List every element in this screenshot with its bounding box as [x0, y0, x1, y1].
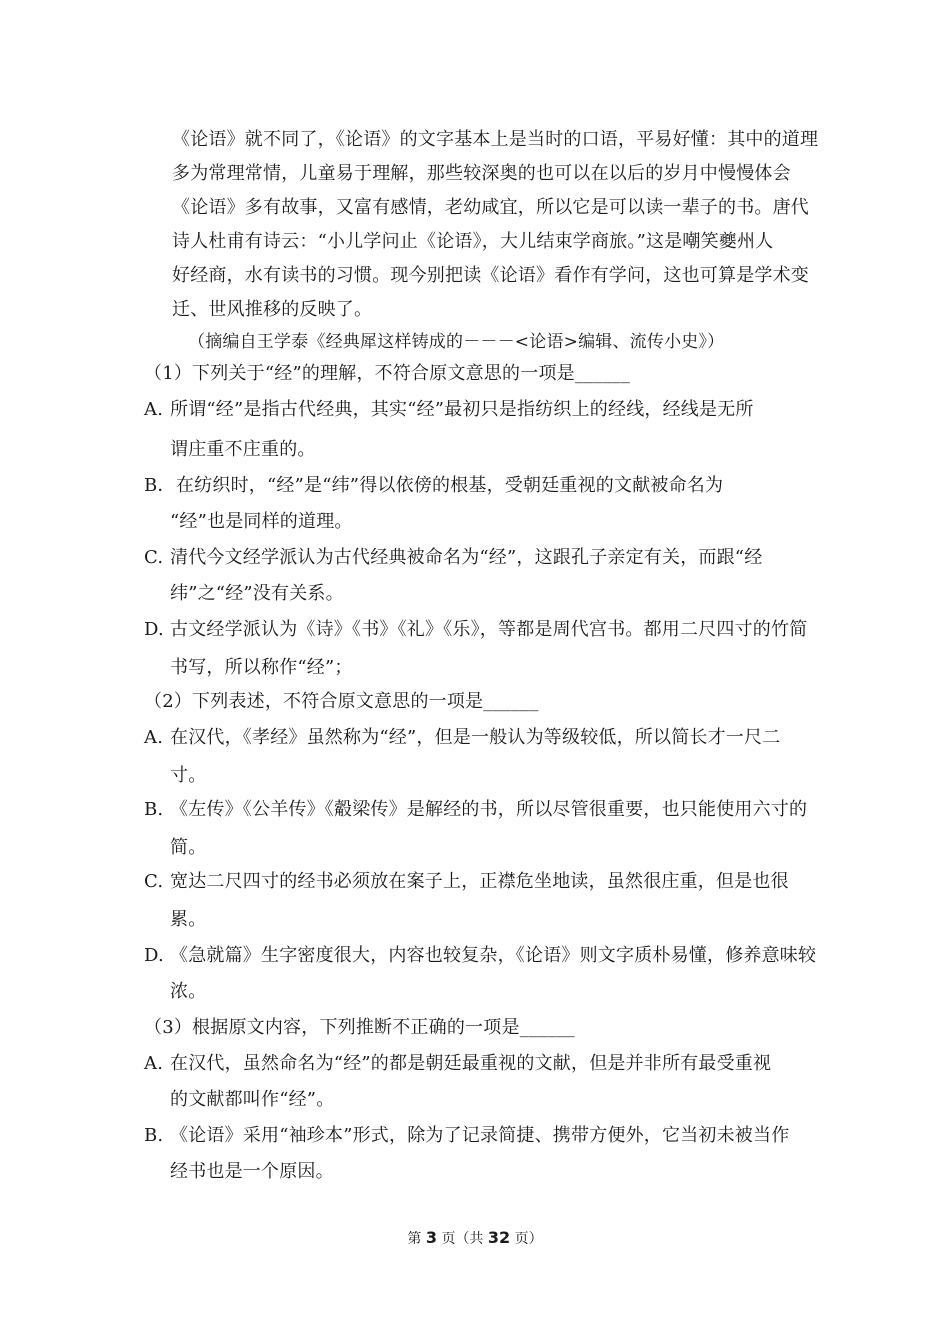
footer-middle: 页（共: [441, 1231, 484, 1247]
option-text: 在汉代，《孝经》虽然称为“经”，但是一般认为等级较低，所以简长才一尺二: [170, 727, 781, 748]
option-label: A.: [144, 1053, 164, 1074]
option-label: A.: [144, 399, 164, 420]
option-text: 清代今文经学派认为古代经典被命名为“经”，这跟孔子亲定有关，而跟“经: [170, 547, 763, 568]
option-label: D.: [144, 945, 164, 966]
question-stem: （1）下列关于“经”的理解，不符合原文意思的一项是______: [144, 363, 631, 384]
footer-prefix: 第: [407, 1231, 422, 1247]
source-citation: （摘编自王学泰《经典犀这样铸成的－－－<论语>编辑、流传小史》）: [188, 332, 725, 352]
footer-suffix: 页）: [514, 1231, 543, 1247]
option-text: 的文献都叫作“经”。: [170, 1089, 335, 1110]
option-text: 古文经学派认为《诗》《书》《礼》《乐》，等都是周代宫书。都用二尺四寸的竹简: [170, 619, 808, 640]
option-text: 在汉代，虽然命名为“经”的都是朝廷最重视的文献，但是并非所有最受重视: [170, 1053, 772, 1074]
option-text: 寸。: [170, 765, 207, 786]
paragraph-line: 好经商，水有读书的习惯。现今别把读《论语》看作有学问，这也可算是学术变: [172, 265, 809, 286]
total-pages: 32: [487, 1228, 511, 1247]
option-text: 累。: [170, 909, 207, 930]
option-label: C.: [144, 547, 164, 568]
option-label: B.: [144, 1125, 164, 1146]
option-label: C.: [144, 871, 164, 892]
option-label: A.: [144, 727, 164, 748]
option-text: 浓。: [170, 981, 207, 1002]
option-text: 纬”之“经”没有关系。: [170, 583, 344, 604]
option-text: 谓庄重不庄重的。: [170, 439, 316, 460]
option-text: 《论语》采用“袖珍本”形式，除为了记录简捷、携带方便外，它当初未被当作: [170, 1125, 790, 1146]
option-text: “经”也是同样的道理。: [170, 511, 353, 532]
paragraph-line: 《论语》就不同了，《论语》的文字基本上是当时的口语，平易好懂：其中的道理: [172, 129, 819, 150]
option-text: 简。: [170, 837, 207, 858]
paragraph-line: 多为常理常情，儿童易于理解，那些较深奥的也可以在以后的岁月中慢慢体会: [172, 163, 791, 184]
option-text: 书写，所以称作“经”；: [170, 657, 353, 678]
question-stem: （3）根据原文内容，下列推断不正确的一项是______: [144, 1017, 575, 1038]
paragraph-line: 《论语》多有故事，又富有感情，老幼咸宜，所以它是可以读一辈子的书。唐代: [172, 197, 809, 218]
option-text: 在纺织时，“经”是“纬”得以依傍的根基，受朝廷重视的文献被命名为: [176, 475, 724, 496]
option-label: B．: [144, 475, 176, 496]
option-text: 所谓“经”是指古代经典，其实“经”最初只是指纺织上的经线，经线是无所: [170, 399, 754, 420]
page-footer: [0, 1228, 950, 1249]
option-text: 《急就篇》生字密度很大，内容也较复杂，《论语》则文字质朴易懂，修养意味较: [170, 945, 817, 966]
option-label: B.: [144, 799, 164, 820]
option-label: D.: [144, 619, 164, 640]
option-text: 宽达二尺四寸的经书必须放在案子上，正襟危坐地读，虽然很庄重，但是也很: [170, 871, 789, 892]
option-text: 《左传》《公羊传》《觳梁传》是解经的书，所以尽管很重要，也只能使用六寸的: [170, 799, 808, 820]
paragraph-line: 诗人杜甫有诗云：“小儿学问止《论语》，大儿结束学商旅。”这是嘲笑夔州人: [172, 231, 774, 252]
question-stem: （2）下列表述，不符合原文意思的一项是______: [144, 691, 539, 712]
page-number: 3: [425, 1228, 437, 1247]
option-text: 经书也是一个原因。: [170, 1161, 334, 1182]
paragraph-line: 迁、世风推移的反映了。: [172, 299, 373, 320]
